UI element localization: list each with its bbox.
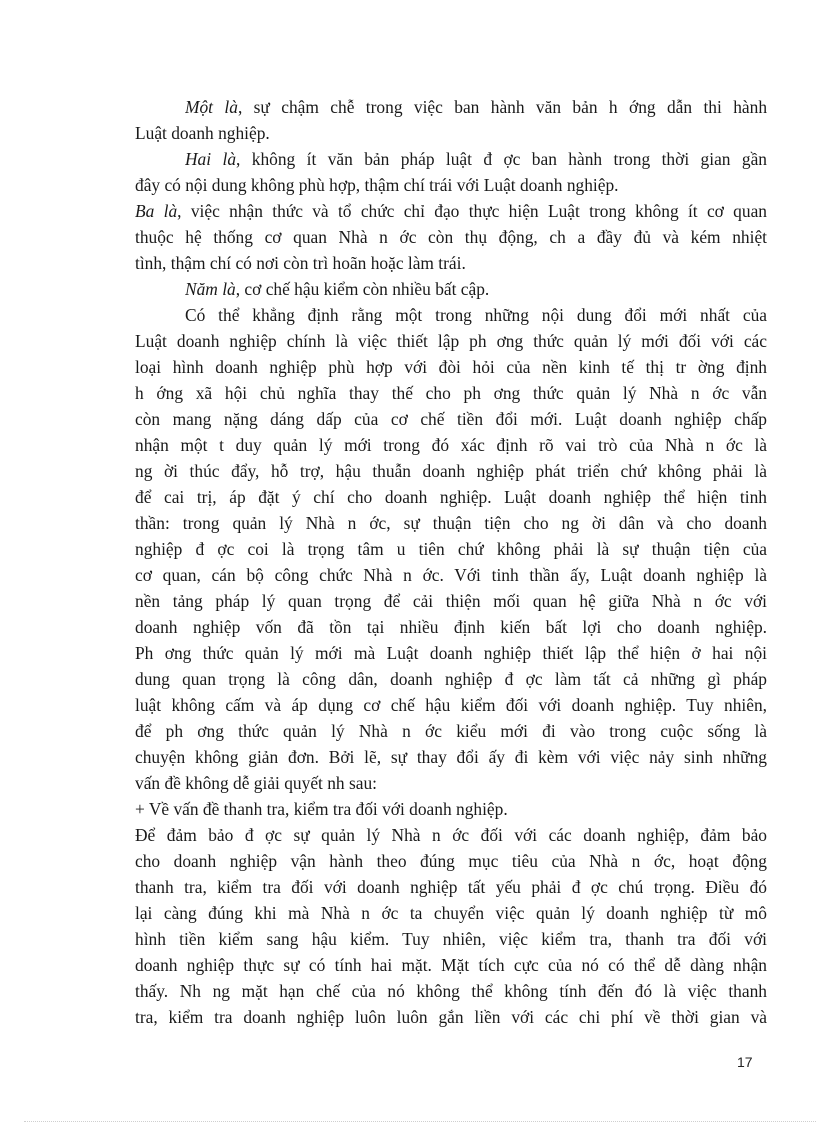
text-line: để cai trị, áp đặt ý chí cho doanh nghiệp. Luật doanh nghiệp thể hiện tinh — [135, 487, 767, 507]
page-divider — [24, 1121, 816, 1122]
text-line: cho doanh nghiệp vận hành theo đúng mục tiêu của Nhà n ớc, hoạt động — [135, 851, 767, 871]
text-line: Luật doanh nghiệp. — [135, 123, 270, 143]
text-line: còn mang nặng dáng dấp của cơ chế tiền đổi mới. Luật doanh nghiệp chấp — [135, 409, 767, 429]
paragraph-label: Ba là — [135, 201, 178, 221]
text-line: đây có nội dung không phù hợp, thậm chí trái với Luật doanh nghiệp. — [135, 175, 619, 195]
text-line: thanh tra, kiểm tra đối với doanh nghiệp tất yếu phải đ ợc chú trọng. Điều đó — [135, 877, 767, 897]
text-line: Để đảm bảo đ ợc sự quản lý Nhà n ớc đối với các doanh nghiệp, đảm bảo — [135, 825, 767, 845]
text-line: loại hình doanh nghiệp phù hợp với đòi hỏi của nền kinh tế thị tr ờng định — [135, 357, 767, 377]
text-line: Ba là, việc nhận thức và tổ chức chỉ đạo thực hiện Luật trong không ít cơ quan — [135, 201, 767, 221]
text-line: thuộc hệ thống cơ quan Nhà n ớc còn thụ động, ch a đầy đủ và kém nhiệt — [135, 227, 767, 247]
text-line: tra, kiểm tra doanh nghiệp luôn luôn gắn liền với các chi phí về thời gian và — [135, 1007, 767, 1027]
text-line: h ớng xã hội chủ nghĩa thay thế cho ph ơng thức quản lý Nhà n ớc vẫn — [135, 383, 767, 403]
text-line: vấn đề không dễ giải quyết nh sau: — [135, 773, 377, 793]
paragraph-label: Hai là — [185, 149, 237, 169]
text-line: cơ quan, cán bộ công chức Nhà n ớc. Với tinh thần ấy, Luật doanh nghiệp là — [135, 565, 767, 585]
page-number: 17 — [737, 1054, 753, 1070]
text-line: Luật doanh nghiệp chính là việc thiết lập ph ơng thức quản lý mới đối với các — [135, 331, 767, 351]
text-line: + Về vấn đề thanh tra, kiểm tra đối với doanh nghiệp. — [135, 799, 508, 819]
text-line: tình, thậm chí có nơi còn trì hoãn hoặc làm trái. — [135, 253, 466, 273]
paragraph-label: Một là — [185, 97, 238, 117]
text-line: nhận một t duy quản lý mới trong đó xác định rõ vai trò của Nhà n ớc là — [135, 435, 767, 455]
text-line: ng ời thúc đẩy, hỗ trợ, hậu thuẫn doanh nghiệp phát triển chứ không phải là — [135, 461, 767, 481]
text-line: lại càng đúng khi mà Nhà n ớc ta chuyển việc quản lý doanh nghiệp từ mô — [135, 903, 767, 923]
text-line: doanh nghiệp vốn đã tồn tại nhiều định kiến bất lợi cho doanh nghiệp. — [135, 617, 767, 637]
text-line: hình tiền kiểm sang hậu kiểm. Tuy nhiên, việc kiểm tra, thanh tra đối với — [135, 929, 767, 949]
text-line: doanh nghiệp thực sự có tính hai mặt. Mặt tích cực của nó có thể dễ dàng nhận — [135, 955, 767, 975]
text-line: dung quan trọng là công dân, doanh nghiệp đ ợc làm tất cả những gì pháp — [135, 669, 767, 689]
text-line: nền tảng pháp lý quan trọng để cải thiện mối quan hệ giữa Nhà n ớc với — [135, 591, 767, 611]
text-line: Hai là, không ít văn bản pháp luật đ ợc ban hành trong thời gian gần — [185, 149, 767, 169]
text-line: Một là, sự chậm chễ trong việc ban hành văn bản h ớng dẫn thi hành — [185, 97, 767, 117]
text-line: Có thể khẳng định rằng một trong những nội dung đổi mới nhất của — [185, 305, 767, 325]
text-line: Năm là, cơ chế hậu kiểm còn nhiều bất cập. — [185, 279, 490, 299]
text-line: để ph ơng thức quản lý Nhà n ớc kiểu mới đi vào trong cuộc sống là — [135, 721, 767, 741]
text-line: thấy. Nh ng mặt hạn chế của nó không thể không tính đến đó là việc thanh — [135, 981, 767, 1001]
paragraph-label: Năm là — [185, 279, 236, 299]
text-line: nghiệp đ ợc coi là trọng tâm u tiên chứ không phải là sự thuận tiện của — [135, 539, 767, 559]
text-line: Ph ơng thức quản lý mới mà Luật doanh nghiệp thiết lập thể hiện ở hai nội — [135, 643, 767, 663]
text-line: luật không cấm và áp dụng cơ chế hậu kiểm đối với doanh nghiệp. Tuy nhiên, — [135, 695, 767, 715]
text-line: thần: trong quản lý Nhà n ớc, sự thuận tiện cho ng ời dân và cho doanh — [135, 513, 767, 533]
text-line: chuyện không giản đơn. Bởi lẽ, sự thay đổi ấy đi kèm với việc nảy sinh những — [135, 747, 767, 767]
